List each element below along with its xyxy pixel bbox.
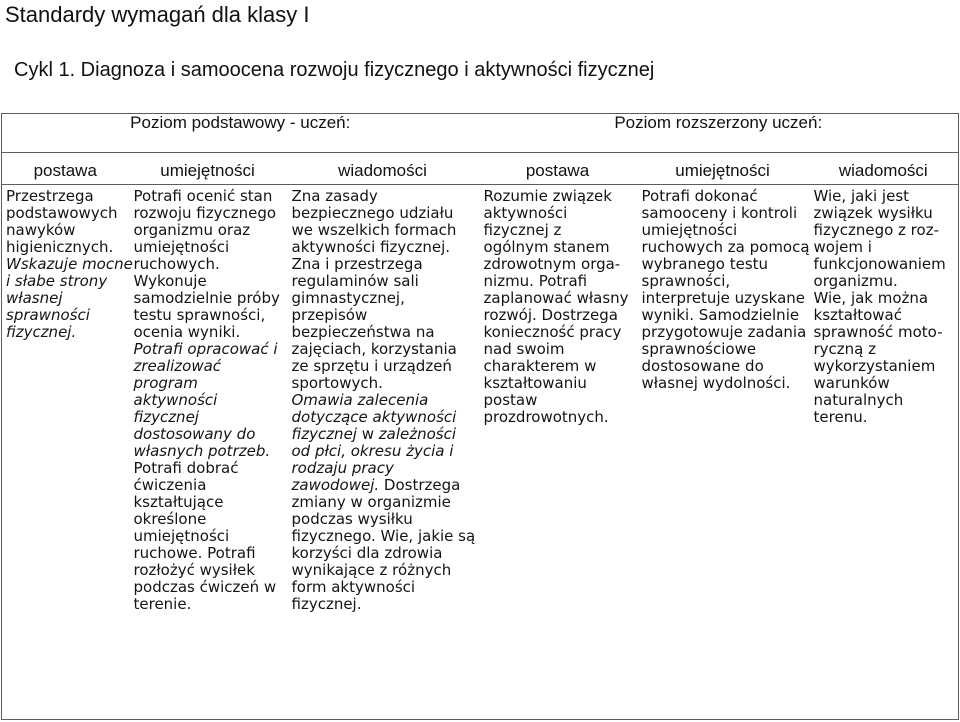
cell-line-segment: Dostrzega xyxy=(379,476,461,494)
cell-line: rodzaju pracy xyxy=(291,459,394,477)
cell-line: dostosowane do xyxy=(641,357,764,375)
cell-line: we wszelkich formach xyxy=(291,221,457,239)
cell-line: przepisów xyxy=(291,306,368,324)
cell-line: terenu. xyxy=(813,408,868,426)
cell-line: fizycznej. xyxy=(6,323,77,341)
cell-line: kształtować xyxy=(813,306,902,324)
cell-line: aktywności xyxy=(483,204,568,222)
cell-line: własnych potrzeb. xyxy=(133,442,271,460)
cell-line: sprawnościowe xyxy=(641,340,757,358)
cell-line: ruchowych za pomocą xyxy=(641,238,810,256)
cell-line: związek wysiłku xyxy=(813,204,933,222)
cell-line: podczas ćwiczeń w xyxy=(133,578,277,596)
cell-line: sportowych. xyxy=(291,374,383,392)
cell-line: prozdrowotnych. xyxy=(483,408,609,426)
cell-line: charakterem w xyxy=(483,357,597,375)
cell-line: zajęciach, korzystania xyxy=(291,340,457,358)
cell-line: aktywności xyxy=(133,391,218,409)
cell-line: warunków xyxy=(813,374,890,392)
cell-line: ryczną z xyxy=(813,340,877,358)
cell-line: sprawności, xyxy=(641,272,731,290)
cell-line: wybranego testu xyxy=(641,255,769,273)
basic-postawa-cell xyxy=(2,185,133,720)
cell-line: Potrafi opracować i xyxy=(133,340,278,358)
cell-line: fizycznej z xyxy=(483,221,562,239)
cell-line: Wie, jak można xyxy=(813,289,929,307)
cell-line-segment: zależności xyxy=(378,425,457,443)
extended-wiadomosci-cell xyxy=(809,185,959,720)
cell-line: wykorzystaniem xyxy=(813,357,936,375)
extended-postawa-header: postawa xyxy=(479,153,637,185)
cell-line: rozłożyć wysiłek xyxy=(133,561,255,579)
cell-line: gimnastycznej, xyxy=(291,289,405,307)
cell-line: ćwiczenia xyxy=(133,476,207,494)
cell-line: wynikające z różnych xyxy=(291,561,452,579)
cell-line: organizmu oraz xyxy=(133,221,251,239)
cell-line-segment: fizycznej xyxy=(291,425,357,443)
cell-line: wyniki. Samodzielnie xyxy=(641,306,800,324)
cell-line: higienicznych. xyxy=(6,238,114,256)
cell-line: fizycznego. Wie, jakie są xyxy=(291,527,476,545)
basic-wiadomosci-header: wiadomości xyxy=(287,153,479,185)
cell-line: form aktywności xyxy=(291,578,416,596)
cell-line: Potrafi dokonać xyxy=(641,187,758,205)
extended-umiejetnosci-cell xyxy=(637,185,809,720)
cell-line: i słabe strony xyxy=(6,272,108,290)
cell-line: organizmu. xyxy=(813,272,898,290)
cell-line: Wskazuje mocne xyxy=(6,255,133,273)
cell-line: interpretuje uzyskane xyxy=(641,289,806,307)
basic-umiejetnosci-cell xyxy=(129,185,287,720)
cell-line: kształtowaniu xyxy=(483,374,587,392)
cell-line-segment: w xyxy=(356,425,379,443)
cell-line: dotyczące aktywności xyxy=(291,408,457,426)
cell-line-segment: zawodowej. xyxy=(291,476,380,494)
cell-line: Wie, jaki jest xyxy=(813,187,910,205)
cell-line: wojem i xyxy=(813,238,872,256)
cell-line: bezpieczeństwa na xyxy=(291,323,435,341)
basic-postawa-header: postawa xyxy=(2,153,129,185)
cell-line: ze sprzętu i urządzeń xyxy=(291,357,452,375)
cell-line: własnej wydolności. xyxy=(641,374,791,392)
cell-line: Zna i przestrzega xyxy=(291,255,423,273)
level-header-row xyxy=(2,114,959,153)
cell-line: przygotowuje zadania xyxy=(641,323,807,341)
cell-line: nizmu. Potrafi xyxy=(483,272,588,290)
basic-wiadomosci-cell xyxy=(287,185,479,720)
cell-line: program xyxy=(133,374,198,392)
cell-line: nawyków xyxy=(6,221,76,239)
cell-line: Rozumie związek xyxy=(483,187,612,205)
cell-line: rozwoju fizycznego xyxy=(133,204,277,222)
requirements-row xyxy=(2,185,959,720)
cell-line: podstawowych xyxy=(6,204,118,222)
cell-line: sprawność moto- xyxy=(813,323,943,341)
cell-line: od płci, okresu życia i xyxy=(291,442,454,460)
cell-line: nad swoim xyxy=(483,340,565,358)
cell-line: umiejętności xyxy=(133,238,230,256)
cell-line: zmiany w organizmie xyxy=(291,493,451,511)
cell-line: zdrowotnym orga- xyxy=(483,255,621,273)
cell-line: sprawności xyxy=(6,306,90,324)
basic-umiejetnosci-header: umiejętności xyxy=(129,153,287,185)
cell-line: testu sprawności, xyxy=(133,306,266,324)
cell-line: ogólnym stanem xyxy=(483,238,610,256)
cell-line: umiejętności xyxy=(133,527,230,545)
cell-line: fizycznej. xyxy=(291,595,362,613)
cell-line: Omawia zalecenia xyxy=(291,391,429,409)
cell-line: korzyści dla zdrowia xyxy=(291,544,443,562)
cell-line: konieczność pracy xyxy=(483,323,622,341)
document-title: Standardy wymagań dla klasy I xyxy=(5,2,310,27)
cell-line: fizycznej xyxy=(133,408,199,426)
cell-line: fizycznego z roz- xyxy=(813,221,939,239)
requirements-table xyxy=(1,113,959,720)
cell-line: własnej xyxy=(6,289,63,307)
cell-line: Przestrzega xyxy=(6,187,94,205)
cell-line: podczas wysiłku xyxy=(291,510,413,528)
cell-line: dostosowany do xyxy=(133,425,256,443)
column-header-row xyxy=(2,153,959,185)
extended-level-header: Poziom rozszerzony uczeń: xyxy=(479,114,959,153)
cell-line: umiejętności xyxy=(641,221,738,239)
cell-line: Zna zasady xyxy=(291,187,378,205)
cell-line: określone xyxy=(133,510,207,528)
cell-line: ruchowe. Potrafi xyxy=(133,544,256,562)
cell-line: aktywności fizycznej. xyxy=(291,238,451,256)
cycle-heading: Cykl 1. Diagnoza i samoocena rozwoju fizycznego i aktywności fizycznej xyxy=(14,59,655,81)
cell-line: ruchowych. xyxy=(133,255,220,273)
cell-line: Wykonuje xyxy=(133,272,207,290)
cell-line: zrealizować xyxy=(133,357,222,375)
cell-line: rozwój. Dostrzega xyxy=(483,306,618,324)
cell-line: naturalnych xyxy=(813,391,904,409)
cell-line: bezpiecznego udziału xyxy=(291,204,454,222)
cell-line: postaw xyxy=(483,391,538,409)
cell-line: funkcjonowaniem xyxy=(813,255,946,273)
extended-postawa-cell xyxy=(479,185,637,720)
extended-umiejetnosci-header: umiejętności xyxy=(637,153,809,185)
cell-line: regulaminów sali xyxy=(291,272,419,290)
cell-line: Potrafi dobrać xyxy=(133,459,239,477)
cell-line: terenie. xyxy=(133,595,192,613)
basic-level-header: Poziom podstawowy - uczeń: xyxy=(2,114,479,153)
cell-line xyxy=(292,477,479,494)
cell-line: samooceny i kontroli xyxy=(641,204,798,222)
cell-line: kształtujące xyxy=(133,493,224,511)
cell-line: ocenia wyniki. xyxy=(133,323,241,341)
cell-line: Potrafi ocenić stan xyxy=(133,187,273,205)
cell-line: zaplanować własny xyxy=(483,289,629,307)
extended-wiadomosci-header: wiadomości xyxy=(809,153,959,185)
cell-line: samodzielnie próby xyxy=(133,289,280,307)
cell-line xyxy=(292,426,479,443)
